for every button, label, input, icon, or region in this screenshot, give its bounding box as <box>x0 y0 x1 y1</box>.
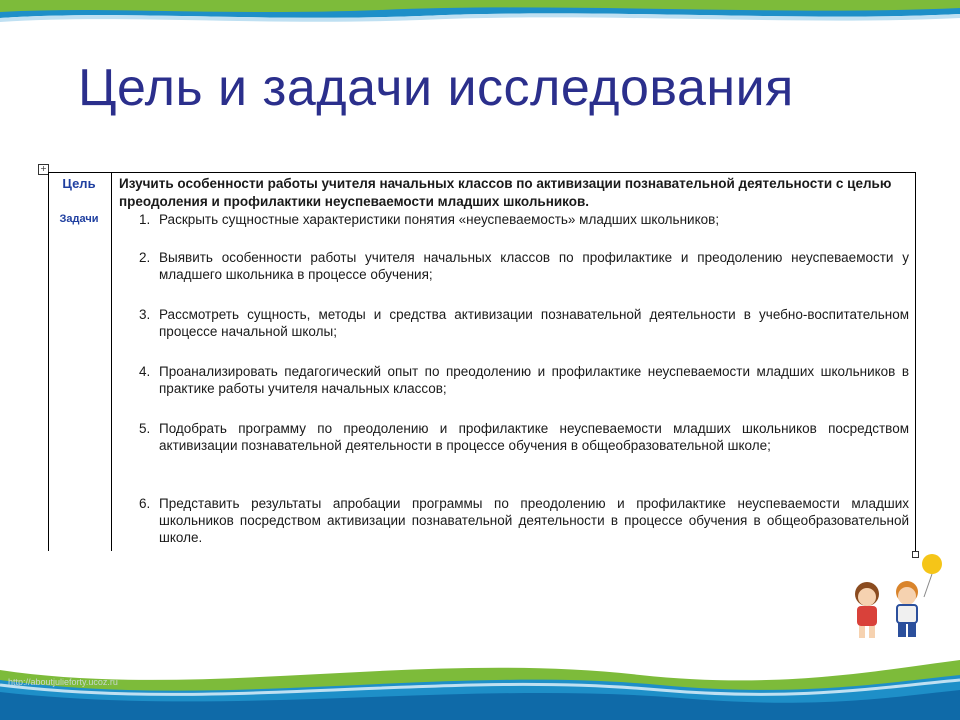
task-number: 3. <box>139 307 151 322</box>
top-decorative-band <box>0 0 960 32</box>
goal-text: Изучить особенности работы учителя начальных классов по активизации познавательной деятельности с целью преодоления и профилактики неуспеваемости младших школьников. <box>119 176 892 209</box>
task-number: 1. <box>139 212 151 227</box>
task-text: Проанализировать педагогический опыт по преодолению и профилактике неуспеваемости младших школьников в практике работы учителя начальных классов; <box>159 364 909 396</box>
slide-title: Цель и задачи исследования <box>78 59 794 117</box>
task-item <box>139 420 909 454</box>
table-move-handle-icon[interactable]: + <box>38 164 49 175</box>
task-number: 2. <box>139 250 151 265</box>
task-text: Выявить особенности работы учителя начальных классов по профилактике и преодолению неуспеваемости у младшего школьника в процессе обучения; <box>159 250 909 282</box>
task-text: Раскрыть сущностные характеристики понятия «неуспеваемость» младших школьников; <box>159 212 720 227</box>
bottom-decorative-waves <box>0 630 960 720</box>
goals-table <box>48 172 916 551</box>
task-item <box>139 249 909 283</box>
children-illustration-icon <box>842 552 952 642</box>
goal-label: Цель <box>62 176 96 191</box>
task-text: Представить результаты апробации программы по преодолению и профилактике неуспеваемости младших школьников посредством активизации познавательной деятельности в процессе обучения в общеобразовательной школе. <box>159 496 909 545</box>
task-text: Рассмотреть сущность, методы и средства активизации познавательной деятельности в учебно-воспитательном процессе начальной школы; <box>159 307 909 339</box>
task-number: 6. <box>139 496 151 511</box>
task-text: Подобрать программу по преодолению и профилактике неуспеваемости младших школьников посредством активизации познавательной деятельности в процессе обучения в общеобразовательной школе; <box>159 421 909 453</box>
task-item <box>139 363 909 397</box>
column-divider <box>111 173 112 551</box>
task-number: 4. <box>139 364 151 379</box>
task-number: 5. <box>139 421 151 436</box>
watermark-url: http://aboutjulieforty.ucoz.ru <box>8 677 118 687</box>
tasks-label: Задачи <box>59 213 99 225</box>
task-item <box>139 211 909 228</box>
task-item <box>139 306 909 340</box>
task-item <box>139 495 909 546</box>
